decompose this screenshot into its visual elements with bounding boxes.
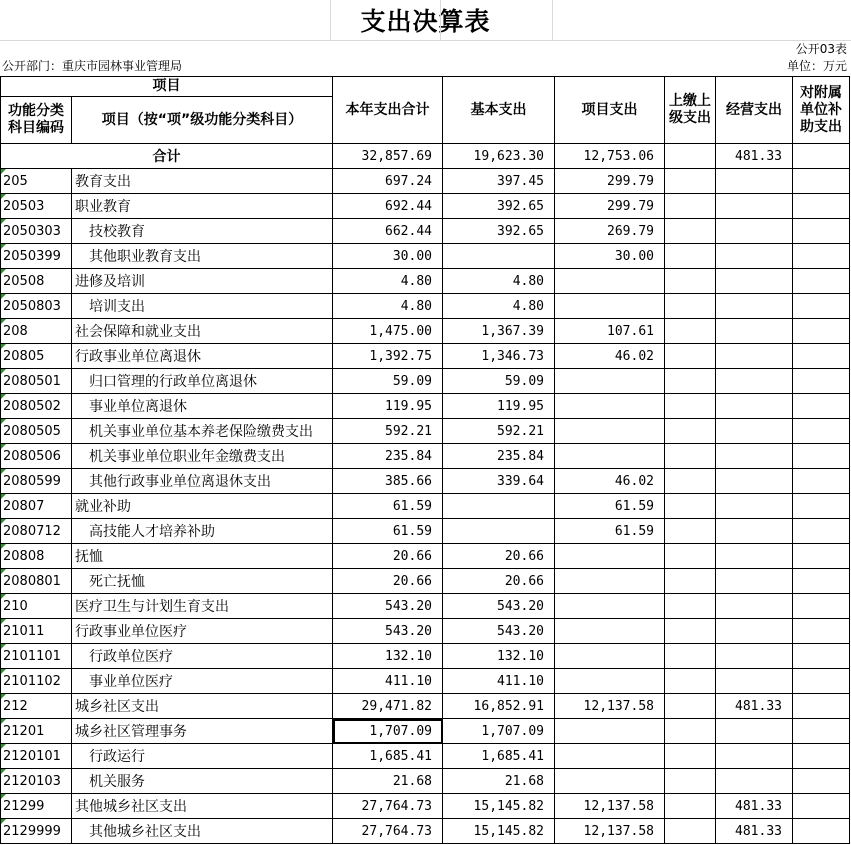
table-row — [1, 444, 850, 469]
upper-cell[interactable] — [665, 744, 716, 769]
code-cell[interactable]: 20807 — [1, 494, 72, 519]
upper-cell[interactable] — [665, 669, 716, 694]
grid-line — [330, 0, 331, 40]
header-basic: 基本支出 — [443, 77, 555, 144]
unit-label: 单位：万元 — [786, 59, 847, 73]
basic-cell[interactable]: 1,367.39 — [443, 319, 555, 344]
basic-cell[interactable]: 16,852.91 — [443, 694, 555, 719]
code-cell[interactable]: 205 — [1, 169, 72, 194]
subsidy-cell[interactable] — [793, 619, 850, 644]
basic-cell[interactable]: 339.64 — [443, 469, 555, 494]
item-name-cell[interactable]: 培训支出 — [72, 294, 333, 319]
subsidy-cell[interactable] — [793, 644, 850, 669]
department-label: 公开部门：重庆市园林事业管理局 — [2, 59, 183, 73]
code-cell[interactable]: 2101101 — [1, 644, 72, 669]
code-cell[interactable]: 2080501 — [1, 369, 72, 394]
subsidy-cell[interactable] — [793, 519, 850, 544]
total-cell[interactable]: 692.44 — [333, 194, 443, 219]
basic-cell[interactable]: 15,145.82 — [443, 794, 555, 819]
code-cell[interactable]: 21011 — [1, 619, 72, 644]
table-row — [1, 644, 850, 669]
header-subsidy: 对附属单位补助支出 — [793, 77, 850, 144]
table-row — [1, 819, 850, 844]
total-cell[interactable]: 592.21 — [333, 419, 443, 444]
item-name-cell[interactable]: 就业补助 — [72, 494, 333, 519]
upper-cell[interactable] — [665, 494, 716, 519]
basic-cell[interactable]: 592.21 — [443, 419, 555, 444]
total-cell[interactable]: 697.24 — [333, 169, 443, 194]
project-cell[interactable] — [555, 444, 665, 469]
business-cell[interactable]: 481.33 — [716, 694, 793, 719]
upper-cell[interactable] — [665, 719, 716, 744]
subsidy-cell[interactable] — [793, 294, 850, 319]
business-cell[interactable] — [716, 744, 793, 769]
business-cell[interactable] — [716, 244, 793, 269]
item-name-cell[interactable]: 其他城乡社区支出 — [72, 794, 333, 819]
subsidy-cell[interactable] — [793, 744, 850, 769]
basic-cell[interactable]: 411.10 — [443, 669, 555, 694]
table-row — [1, 294, 850, 319]
basic-cell[interactable] — [443, 244, 555, 269]
upper-cell[interactable] — [665, 319, 716, 344]
item-name-cell[interactable]: 教育支出 — [72, 169, 333, 194]
item-name-cell[interactable]: 城乡社区支出 — [72, 694, 333, 719]
header-business: 经营支出 — [716, 77, 793, 144]
basic-cell[interactable]: 4.80 — [443, 294, 555, 319]
basic-cell[interactable]: 19,623.30 — [443, 144, 555, 169]
business-cell[interactable]: 481.33 — [716, 794, 793, 819]
project-cell[interactable]: 61.59 — [555, 494, 665, 519]
subsidy-cell[interactable] — [793, 469, 850, 494]
item-name-cell[interactable]: 归口管理的行政单位离退休 — [72, 369, 333, 394]
table-row — [1, 619, 850, 644]
basic-cell[interactable]: 1,685.41 — [443, 744, 555, 769]
total-cell[interactable]: 662.44 — [333, 219, 443, 244]
upper-cell[interactable] — [665, 219, 716, 244]
table-row — [1, 194, 850, 219]
table-row — [1, 319, 850, 344]
project-cell[interactable] — [555, 394, 665, 419]
total-cell[interactable]: 1,707.09 — [333, 719, 443, 744]
total-cell[interactable]: 29,471.82 — [333, 694, 443, 719]
table-row — [1, 519, 850, 544]
table-row — [1, 344, 850, 369]
project-cell[interactable] — [555, 669, 665, 694]
item-name-cell[interactable]: 高技能人才培养补助 — [72, 519, 333, 544]
business-cell[interactable] — [716, 419, 793, 444]
total-cell[interactable]: 20.66 — [333, 569, 443, 594]
upper-cell[interactable] — [665, 394, 716, 419]
upper-cell[interactable] — [665, 619, 716, 644]
subsidy-cell[interactable] — [793, 144, 850, 169]
business-cell[interactable] — [716, 194, 793, 219]
basic-cell[interactable] — [443, 519, 555, 544]
total-cell[interactable]: 30.00 — [333, 244, 443, 269]
business-cell[interactable] — [716, 269, 793, 294]
table-row — [1, 594, 850, 619]
total-cell[interactable]: 119.95 — [333, 394, 443, 419]
table-row — [1, 369, 850, 394]
project-cell[interactable] — [555, 569, 665, 594]
item-name-cell[interactable]: 行政事业单位医疗 — [72, 619, 333, 644]
code-cell[interactable]: 2129999 — [1, 819, 72, 844]
basic-cell[interactable]: 4.80 — [443, 269, 555, 294]
code-cell[interactable]: 2120101 — [1, 744, 72, 769]
project-cell[interactable] — [555, 719, 665, 744]
item-name-cell[interactable]: 行政运行 — [72, 744, 333, 769]
upper-cell[interactable] — [665, 769, 716, 794]
business-cell[interactable] — [716, 519, 793, 544]
code-cell[interactable]: 2080502 — [1, 394, 72, 419]
header-code: 功能分类科目编码 — [1, 97, 72, 144]
basic-cell[interactable]: 20.66 — [443, 569, 555, 594]
business-cell[interactable] — [716, 469, 793, 494]
business-cell[interactable] — [716, 444, 793, 469]
business-cell[interactable] — [716, 369, 793, 394]
item-name-cell[interactable]: 进修及培训 — [72, 269, 333, 294]
total-cell[interactable]: 1,392.75 — [333, 344, 443, 369]
code-cell[interactable]: 20805 — [1, 344, 72, 369]
code-cell[interactable]: 2120103 — [1, 769, 72, 794]
header-project: 项目支出 — [555, 77, 665, 144]
upper-cell[interactable] — [665, 444, 716, 469]
subsidy-cell[interactable] — [793, 569, 850, 594]
subsidy-cell[interactable] — [793, 344, 850, 369]
code-cell[interactable]: 2050303 — [1, 219, 72, 244]
subsidy-cell[interactable] — [793, 794, 850, 819]
project-cell[interactable]: 61.59 — [555, 519, 665, 544]
upper-cell[interactable] — [665, 169, 716, 194]
business-cell[interactable] — [716, 644, 793, 669]
basic-cell[interactable]: 543.20 — [443, 594, 555, 619]
table-row — [1, 269, 850, 294]
upper-cell[interactable] — [665, 194, 716, 219]
table-row — [1, 469, 850, 494]
subsidy-cell[interactable] — [793, 669, 850, 694]
code-cell[interactable]: 212 — [1, 694, 72, 719]
item-name-cell[interactable]: 机关服务 — [72, 769, 333, 794]
subsidy-cell[interactable] — [793, 169, 850, 194]
upper-cell[interactable] — [665, 819, 716, 844]
header-upper: 上缴上级支出 — [665, 77, 716, 144]
item-name-cell[interactable]: 行政事业单位离退休 — [72, 344, 333, 369]
basic-cell[interactable]: 1,346.73 — [443, 344, 555, 369]
code-cell[interactable]: 2080599 — [1, 469, 72, 494]
total-label[interactable]: 合计 — [1, 144, 333, 169]
item-name-cell[interactable]: 医疗卫生与计划生育支出 — [72, 594, 333, 619]
total-cell[interactable]: 61.59 — [333, 494, 443, 519]
upper-cell[interactable] — [665, 594, 716, 619]
business-cell[interactable] — [716, 569, 793, 594]
total-cell[interactable]: 61.59 — [333, 519, 443, 544]
subsidy-cell[interactable] — [793, 219, 850, 244]
code-cell[interactable]: 2050803 — [1, 294, 72, 319]
total-cell[interactable]: 235.84 — [333, 444, 443, 469]
upper-cell[interactable] — [665, 244, 716, 269]
code-cell[interactable]: 21299 — [1, 794, 72, 819]
subsidy-cell[interactable] — [793, 194, 850, 219]
expenditure-table — [0, 76, 850, 844]
upper-cell[interactable] — [665, 569, 716, 594]
item-name-cell[interactable]: 城乡社区管理事务 — [72, 719, 333, 744]
subsidy-cell[interactable] — [793, 544, 850, 569]
code-cell[interactable]: 2080506 — [1, 444, 72, 469]
project-cell[interactable]: 30.00 — [555, 244, 665, 269]
total-cell[interactable]: 543.20 — [333, 594, 443, 619]
project-cell[interactable] — [555, 419, 665, 444]
business-cell[interactable] — [716, 344, 793, 369]
business-cell[interactable] — [716, 719, 793, 744]
code-cell[interactable]: 21201 — [1, 719, 72, 744]
basic-cell[interactable]: 59.09 — [443, 369, 555, 394]
basic-cell[interactable] — [443, 494, 555, 519]
total-cell[interactable]: 1,475.00 — [333, 319, 443, 344]
total-cell[interactable]: 27,764.73 — [333, 794, 443, 819]
project-cell[interactable]: 46.02 — [555, 344, 665, 369]
item-name-cell[interactable]: 其他城乡社区支出 — [72, 819, 333, 844]
table-row — [1, 219, 850, 244]
subsidy-cell[interactable] — [793, 594, 850, 619]
upper-cell[interactable] — [665, 644, 716, 669]
grid-line — [0, 40, 851, 41]
project-cell[interactable]: 299.79 — [555, 194, 665, 219]
business-cell[interactable] — [716, 594, 793, 619]
business-cell[interactable] — [716, 619, 793, 644]
table-row — [1, 769, 850, 794]
subsidy-cell[interactable] — [793, 269, 850, 294]
project-cell[interactable] — [555, 619, 665, 644]
subsidy-cell[interactable] — [793, 394, 850, 419]
code-cell[interactable]: 20503 — [1, 194, 72, 219]
project-cell[interactable] — [555, 644, 665, 669]
item-name-cell[interactable]: 技校教育 — [72, 219, 333, 244]
upper-cell[interactable] — [665, 344, 716, 369]
subsidy-cell[interactable] — [793, 494, 850, 519]
item-name-cell[interactable]: 死亡抚恤 — [72, 569, 333, 594]
project-cell[interactable]: 12,137.58 — [555, 794, 665, 819]
project-cell[interactable]: 46.02 — [555, 469, 665, 494]
business-cell[interactable] — [716, 769, 793, 794]
table-row — [1, 494, 850, 519]
table-row — [1, 544, 850, 569]
subsidy-cell[interactable] — [793, 694, 850, 719]
table-row — [1, 244, 850, 269]
business-cell[interactable] — [716, 219, 793, 244]
item-name-cell[interactable]: 抚恤 — [72, 544, 333, 569]
project-cell[interactable] — [555, 594, 665, 619]
subsidy-cell[interactable] — [793, 769, 850, 794]
basic-cell[interactable]: 397.45 — [443, 169, 555, 194]
total-row — [1, 144, 850, 169]
business-cell[interactable] — [716, 544, 793, 569]
project-cell[interactable] — [555, 369, 665, 394]
table-row — [1, 569, 850, 594]
basic-cell[interactable]: 20.66 — [443, 544, 555, 569]
project-cell[interactable]: 12,137.58 — [555, 694, 665, 719]
total-cell[interactable]: 132.10 — [333, 644, 443, 669]
business-cell[interactable] — [716, 319, 793, 344]
code-cell[interactable]: 210 — [1, 594, 72, 619]
business-cell[interactable] — [716, 169, 793, 194]
item-name-cell[interactable]: 机关事业单位基本养老保险缴费支出 — [72, 419, 333, 444]
code-cell[interactable]: 2080712 — [1, 519, 72, 544]
subsidy-cell[interactable] — [793, 244, 850, 269]
upper-cell[interactable] — [665, 469, 716, 494]
basic-cell[interactable]: 119.95 — [443, 394, 555, 419]
upper-cell[interactable] — [665, 144, 716, 169]
upper-cell[interactable] — [665, 269, 716, 294]
table-row — [1, 744, 850, 769]
code-cell[interactable]: 20508 — [1, 269, 72, 294]
total-cell[interactable]: 385.66 — [333, 469, 443, 494]
basic-cell[interactable]: 543.20 — [443, 619, 555, 644]
subsidy-cell[interactable] — [793, 719, 850, 744]
subsidy-cell[interactable] — [793, 319, 850, 344]
subsidy-cell[interactable] — [793, 819, 850, 844]
project-cell[interactable]: 12,137.58 — [555, 819, 665, 844]
table-row — [1, 694, 850, 719]
header-item-group: 项目 — [1, 77, 333, 97]
project-cell[interactable] — [555, 294, 665, 319]
total-cell[interactable]: 543.20 — [333, 619, 443, 644]
total-cell[interactable]: 4.80 — [333, 269, 443, 294]
upper-cell[interactable] — [665, 519, 716, 544]
project-cell[interactable] — [555, 269, 665, 294]
subsidy-cell[interactable] — [793, 369, 850, 394]
upper-cell[interactable] — [665, 794, 716, 819]
business-cell[interactable] — [716, 494, 793, 519]
grid-line — [440, 0, 441, 40]
grid-line — [552, 0, 553, 40]
item-name-cell[interactable]: 行政单位医疗 — [72, 644, 333, 669]
code-cell[interactable]: 208 — [1, 319, 72, 344]
total-cell[interactable]: 1,685.41 — [333, 744, 443, 769]
business-cell[interactable] — [716, 669, 793, 694]
table-row — [1, 419, 850, 444]
project-cell[interactable] — [555, 744, 665, 769]
code-cell[interactable]: 2080801 — [1, 569, 72, 594]
business-cell[interactable] — [716, 394, 793, 419]
business-cell[interactable]: 481.33 — [716, 819, 793, 844]
basic-cell[interactable]: 392.65 — [443, 219, 555, 244]
upper-cell[interactable] — [665, 369, 716, 394]
table-row — [1, 394, 850, 419]
basic-cell[interactable]: 1,707.09 — [443, 719, 555, 744]
item-name-cell[interactable]: 其他职业教育支出 — [72, 244, 333, 269]
basic-cell[interactable]: 132.10 — [443, 644, 555, 669]
header-total: 本年支出合计 — [333, 77, 443, 144]
project-cell[interactable] — [555, 544, 665, 569]
upper-cell[interactable] — [665, 419, 716, 444]
subsidy-cell[interactable] — [793, 444, 850, 469]
project-cell[interactable]: 12,753.06 — [555, 144, 665, 169]
subsidy-cell[interactable] — [793, 419, 850, 444]
code-cell[interactable]: 2050399 — [1, 244, 72, 269]
upper-cell[interactable] — [665, 694, 716, 719]
total-cell[interactable]: 20.66 — [333, 544, 443, 569]
item-name-cell[interactable]: 职业教育 — [72, 194, 333, 219]
basic-cell[interactable]: 15,145.82 — [443, 819, 555, 844]
basic-cell[interactable]: 392.65 — [443, 194, 555, 219]
total-cell[interactable]: 21.68 — [333, 769, 443, 794]
project-cell[interactable]: 299.79 — [555, 169, 665, 194]
total-cell[interactable]: 411.10 — [333, 669, 443, 694]
business-cell[interactable]: 481.33 — [716, 144, 793, 169]
item-name-cell[interactable]: 其他行政事业单位离退休支出 — [72, 469, 333, 494]
table-row — [1, 669, 850, 694]
business-cell[interactable] — [716, 294, 793, 319]
basic-cell[interactable]: 235.84 — [443, 444, 555, 469]
item-name-cell[interactable]: 事业单位医疗 — [72, 669, 333, 694]
total-cell[interactable]: 4.80 — [333, 294, 443, 319]
item-name-cell[interactable]: 社会保障和就业支出 — [72, 319, 333, 344]
table-id: 公开03表 — [795, 42, 847, 56]
project-cell[interactable]: 107.61 — [555, 319, 665, 344]
project-cell[interactable] — [555, 769, 665, 794]
upper-cell[interactable] — [665, 294, 716, 319]
item-name-cell[interactable]: 事业单位离退休 — [72, 394, 333, 419]
table-row — [1, 719, 850, 744]
code-cell[interactable]: 2101102 — [1, 669, 72, 694]
header-item: 项目（按“项”级功能分类科目） — [72, 97, 333, 144]
code-cell[interactable]: 20808 — [1, 544, 72, 569]
total-cell[interactable]: 27,764.73 — [333, 819, 443, 844]
upper-cell[interactable] — [665, 544, 716, 569]
total-cell[interactable]: 32,857.69 — [333, 144, 443, 169]
basic-cell[interactable]: 21.68 — [443, 769, 555, 794]
table-row — [1, 169, 850, 194]
code-cell[interactable]: 2080505 — [1, 419, 72, 444]
total-cell[interactable]: 59.09 — [333, 369, 443, 394]
item-name-cell[interactable]: 机关事业单位职业年金缴费支出 — [72, 444, 333, 469]
page-title: 支出决算表 — [360, 7, 491, 36]
table-row — [1, 794, 850, 819]
project-cell[interactable]: 269.79 — [555, 219, 665, 244]
